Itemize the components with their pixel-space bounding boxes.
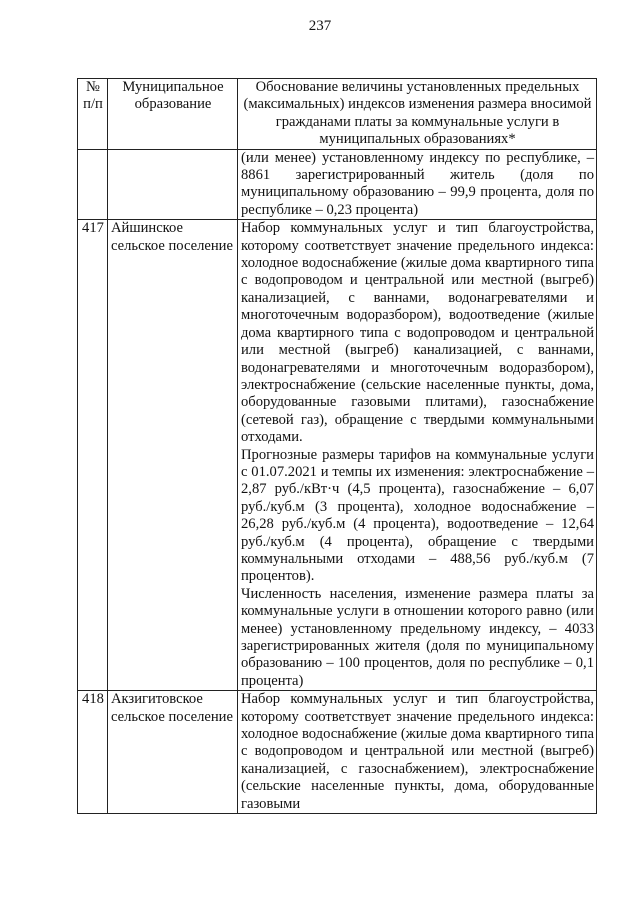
table-row: [78, 220, 597, 691]
row-number: 418: [78, 691, 108, 814]
justification-paragraph: Прогнозные размеры тарифов на коммунальные услуги с 01.07.2021 и темпы их изменения: электроснабжение – 2,87 руб./кВт·ч (4,5 процента), газоснабжение – 6,07 руб./куб.м (3 процента), холодное водоснабжение – 26,28 руб./куб.м (4 процента), водоотведение – 12,64 руб./куб.м (4 процента), обращение с твердыми коммунальными отходами – 488,56 руб./куб.м (7 процентов).: [241, 446, 594, 585]
tariff-justification-table: [77, 78, 597, 814]
header-justification: Обоснование величины установленных предельных (максимальных) индексов изменения размера вносимой гражданами платы за коммунальные услуги в муниципальных образованиях*: [238, 79, 597, 150]
justification-paragraph: Набор коммунальных услуг и тип благоустройства, которому соответствует значение предельного индекса: холодное водоснабжение (жилые дома квартирного типа с водопроводом и центральной или местной (выгреб) канализацией, с газоснабжением), электроснабжение (сельские населенные пункты, дома, оборудованные газовыми: [241, 691, 594, 812]
row-number-empty: [78, 149, 108, 220]
table-row: [78, 691, 597, 814]
justification-paragraph: Численность населения, изменение размера платы за коммунальные услуги в отношении которого равно (или менее) установленному предельному индексу, – 4033 зарегистрированных жителя (доля по муниципальному образованию – 100 процентов, доля по республике – 0,1 процента): [241, 585, 594, 689]
justification-paragraph: (или менее) установленному индексу по республике, – 8861 зарегистрированный житель (доля по муниципальному образованию – 99,9 процента, доля по республике – 0,23 процента): [241, 149, 594, 218]
table-header-row: [78, 79, 597, 150]
header-municipality: Муниципальное образование: [108, 79, 238, 150]
row-municipality: Айшинское сельское поселение: [108, 220, 238, 691]
row-number: 417: [78, 220, 108, 691]
page-number: 237: [308, 18, 332, 34]
row-municipality-empty: [108, 149, 238, 220]
row-justification: [238, 691, 597, 814]
justification-paragraph: Набор коммунальных услуг и тип благоустройства, которому соответствует значение предельного индекса: холодное водоснабжение (жилые дома квартирного типа с водопроводом и центральной или местной (выгреб) канализацией, с ваннами, водонагревателями и многоточечным водоразбором), водоотведение (жилые дома квартирного типа с водопроводом и центральной или местной (выгреб) канализацией, с ваннами, водонагревателями и многоточечным водоразбором), электроснабжение (сельские населенные пункты, дома, оборудованные газовыми плитами), газоснабжение (сетевой газ), обращение с твердыми коммунальными отходами.: [241, 220, 594, 446]
row-justification: [238, 149, 597, 220]
row-municipality: Акзигитовское сельское поселение: [108, 691, 238, 814]
row-justification: [238, 220, 597, 691]
table-row-continuation: [78, 149, 597, 220]
header-number: № п/п: [78, 79, 108, 150]
